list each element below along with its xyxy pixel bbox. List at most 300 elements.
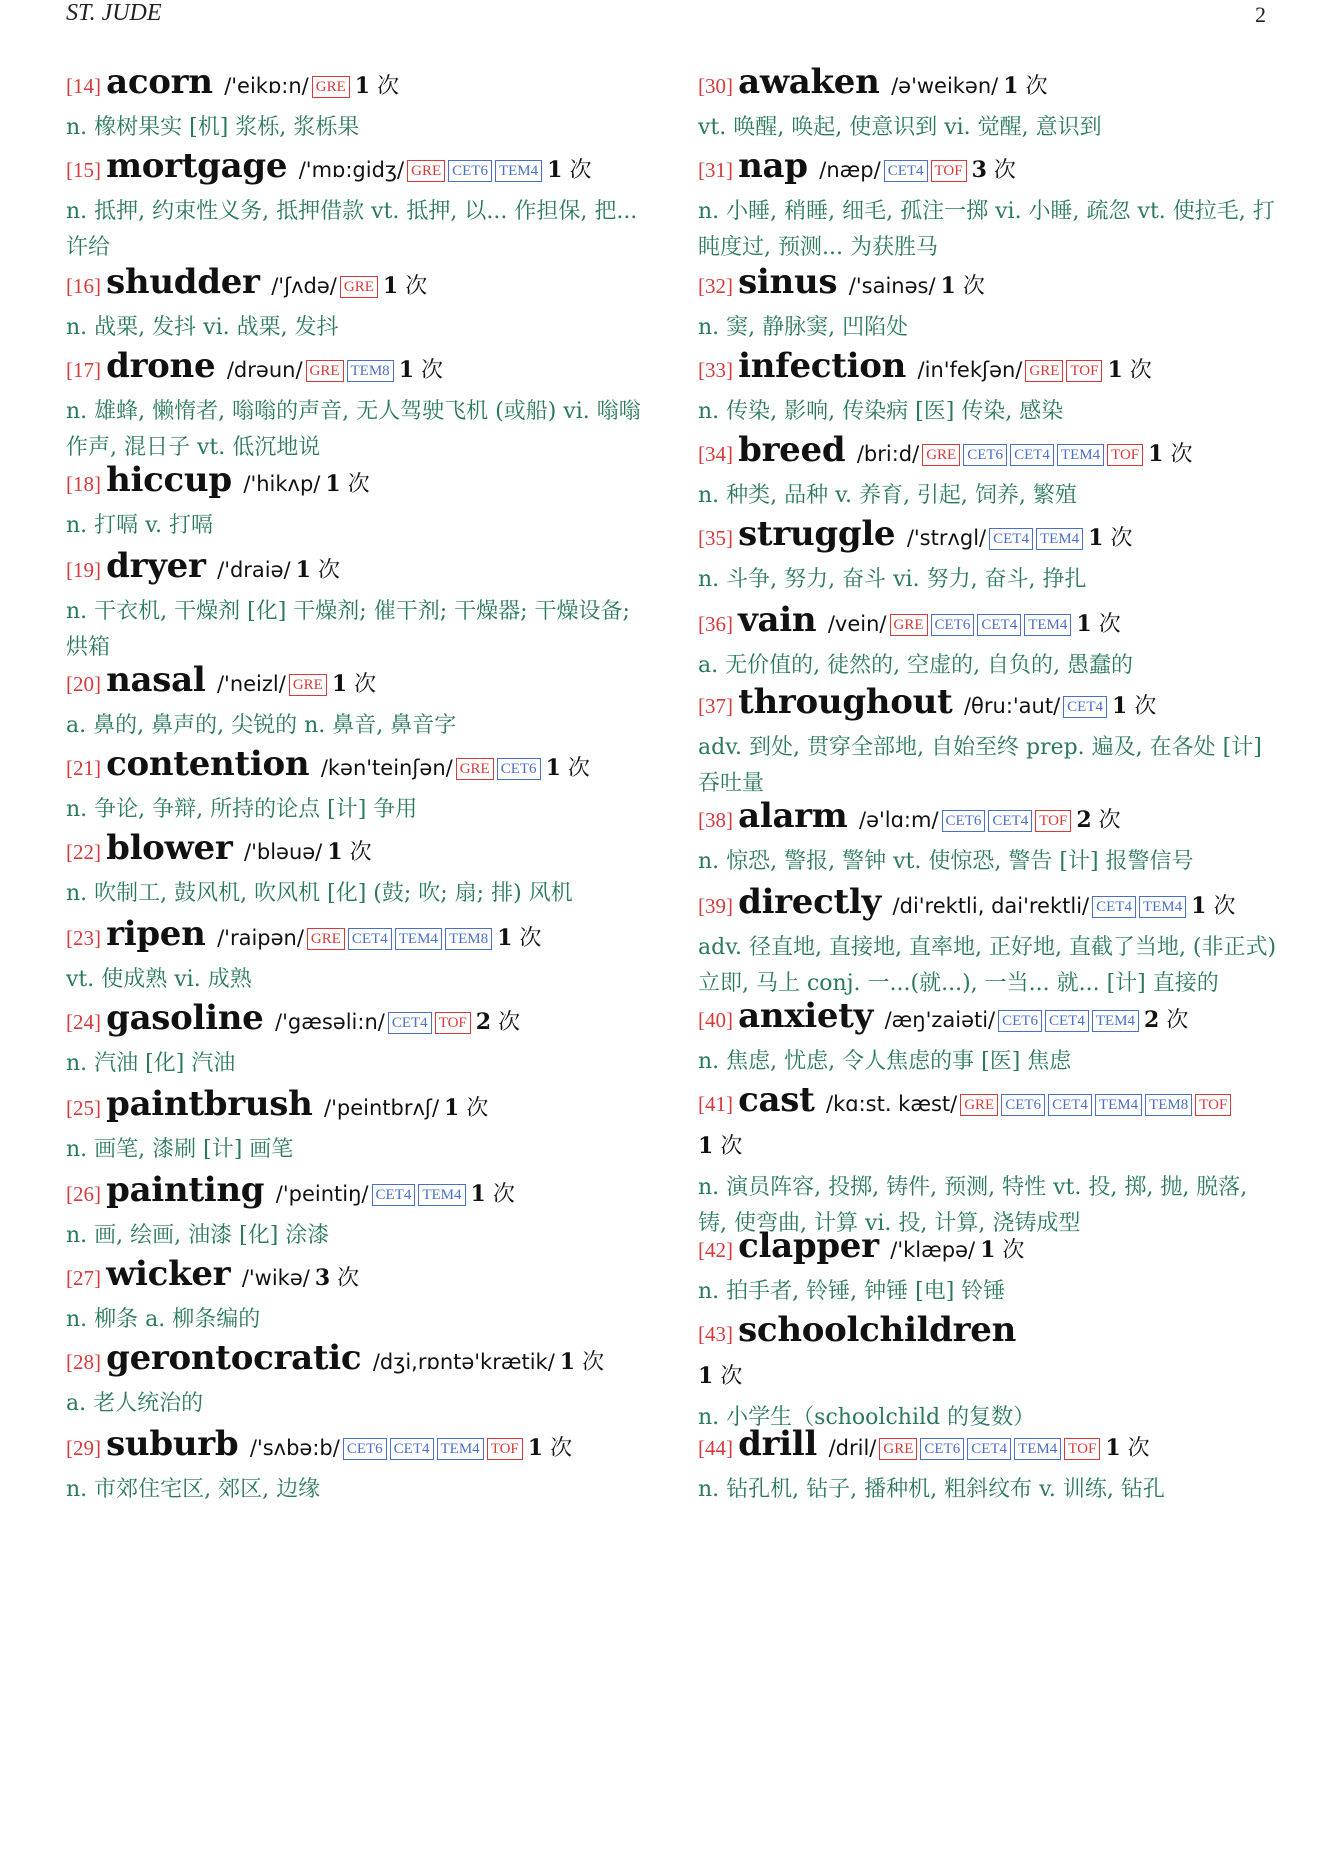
phonetic: /ə'lɑ:m/ [859, 808, 939, 832]
phonetic: /'raipən/ [217, 926, 304, 950]
definition: n. 窦, 静脉窦, 凹陷处 [698, 315, 909, 340]
phonetic: /vein/ [827, 612, 887, 636]
exam-tag-cet4: CET4 [372, 1184, 416, 1206]
entry-number: [20] [66, 672, 101, 696]
occurrence-count [528, 1436, 572, 1461]
entry-number: [17] [66, 358, 101, 382]
word-entry [66, 1338, 646, 1422]
occurrence-count [355, 74, 399, 99]
occurrence-count [325, 472, 369, 497]
occurrence-count [1144, 1008, 1188, 1033]
exam-tag-gre: GRE [1025, 360, 1063, 382]
count-value: 1 [698, 1133, 714, 1159]
word-entry [66, 1084, 646, 1168]
entry-headline [66, 460, 646, 506]
definition: n. 惊恐, 警报, 警钟 vt. 使惊恐, 警告 [计] 报警信号 [698, 849, 1194, 874]
word-entry [66, 744, 646, 828]
word-entry [66, 998, 646, 1082]
exam-tag-tem4: TEM4 [1036, 528, 1083, 550]
definition: n. 钻孔机, 钻子, 播种机, 粗斜纹布 v. 训练, 钻孔 [698, 1477, 1165, 1502]
definition: n. 小学生（schoolchild 的复数） [698, 1405, 1036, 1430]
entry-number: [40] [698, 1008, 733, 1032]
word-entry [66, 1424, 646, 1508]
exam-tag-tem4: TEM4 [1095, 1094, 1142, 1116]
headword: nasal [106, 660, 217, 700]
definition: n. 画笔, 漆刷 [计] 画笔 [66, 1137, 294, 1162]
phonetic: /'eikɒ:n/ [224, 74, 309, 98]
count-value: 3 [314, 1265, 331, 1291]
headword: vain [738, 600, 828, 640]
count-unit: 次 [347, 472, 370, 497]
count-value: 1 [295, 557, 311, 583]
headword: throughout [738, 682, 964, 722]
phonetic: /'peintiŋ/ [275, 1182, 369, 1206]
count-value: 1 [470, 1181, 486, 1207]
definition: n. 市郊住宅区, 郊区, 边缘 [66, 1477, 321, 1502]
occurrence-count [698, 1364, 742, 1389]
word-entry [698, 600, 1278, 684]
count-unit: 次 [582, 1350, 605, 1375]
headword: schoolchildren [738, 1310, 1017, 1350]
exam-tag-cet6: CET6 [343, 1438, 387, 1460]
count-unit: 次 [466, 1096, 489, 1121]
entry-number: [30] [698, 74, 733, 98]
entry-number: [16] [66, 274, 101, 298]
headword: drill [738, 1424, 829, 1464]
definition: adv. 到处, 贯穿全部地, 自始至终 prep. 遍及, 在各处 [计] 吞吐量 [698, 735, 1262, 796]
occurrence-count [327, 840, 371, 865]
headword: clapper [738, 1226, 891, 1266]
exam-tag-tem4: TEM4 [1024, 614, 1071, 636]
count-unit: 次 [1110, 526, 1133, 551]
occurrence-count [941, 274, 985, 299]
count-value: 2 [475, 1009, 492, 1035]
entry-number: [28] [66, 1350, 101, 1374]
exam-tag-tof: TOF [1107, 444, 1143, 466]
entry-headline [66, 262, 646, 308]
definition: n. 画, 绘画, 油漆 [化] 涂漆 [66, 1223, 330, 1248]
entry-headline [698, 62, 1278, 108]
word-entry [66, 346, 646, 466]
exam-tag-cet4: CET4 [1010, 444, 1054, 466]
count-value: 1 [698, 1363, 714, 1389]
word-entry [698, 1226, 1278, 1310]
word-entry [698, 1080, 1278, 1242]
entry-number: [44] [698, 1436, 733, 1460]
exam-tag-tem4: TEM4 [418, 1184, 465, 1206]
entry-headline [698, 1424, 1278, 1470]
word-entry [698, 682, 1278, 802]
word-entry [698, 62, 1278, 146]
count-value: 1 [331, 671, 348, 697]
exam-tag-tem4: TEM4 [437, 1438, 484, 1460]
entry-number: [43] [698, 1322, 733, 1346]
definition: adv. 径直地, 直接地, 直率地, 正好地, 直截了当地, (非正式) 立即, 马上 conj. 一...(就...), 一当... 就... [计] 直接的 [698, 935, 1277, 996]
exam-tag-gre: GRE [306, 360, 344, 382]
phonetic: /'draiə/ [217, 558, 291, 582]
headword: contention [106, 744, 321, 784]
word-entry [66, 914, 646, 998]
exam-tag-tof: TOF [1066, 360, 1102, 382]
count-value: 1 [980, 1237, 996, 1263]
count-value: 1 [354, 73, 371, 99]
page-number: 2 [1255, 2, 1266, 27]
word-entry [66, 660, 646, 744]
entry-headline [698, 1226, 1278, 1272]
count-unit: 次 [405, 274, 428, 299]
count-value: 1 [382, 273, 399, 299]
count-unit: 次 [354, 672, 377, 697]
count-unit: 次 [993, 158, 1016, 183]
word-entry [698, 430, 1278, 514]
headword: breed [738, 430, 857, 470]
entry-number: [39] [698, 894, 733, 918]
definition: n. 抵押, 约束性义务, 抵押借款 vt. 抵押, 以... 作担保, 把... 许给 [66, 199, 638, 260]
count-value: 1 [1191, 893, 1207, 919]
count-value: 1 [559, 1349, 576, 1375]
occurrence-count [1088, 526, 1132, 551]
phonetic: /'gæsəli:n/ [275, 1010, 385, 1034]
count-value: 1 [1148, 441, 1164, 467]
definition: n. 橡树果实 [机] 浆栎, 浆栎果 [66, 115, 360, 140]
phonetic: /'peintbrʌʃ/ [324, 1096, 440, 1120]
definition: n. 打嗝 v. 打嗝 [66, 513, 213, 538]
count-unit: 次 [962, 274, 985, 299]
occurrence-count [546, 756, 590, 781]
entry-headline [66, 1084, 646, 1130]
headword: dryer [106, 546, 218, 586]
phonetic: /bri:d/ [856, 442, 920, 466]
entry-headline [66, 744, 646, 790]
exam-tag-tof: TOF [931, 160, 967, 182]
word-entry [66, 828, 646, 912]
exam-tag-tem4: TEM4 [495, 160, 542, 182]
entry-number: [27] [66, 1266, 101, 1290]
entry-number: [14] [66, 74, 101, 98]
occurrence-count [471, 1182, 515, 1207]
headword: ripen [106, 914, 218, 954]
phonetic: /'neizl/ [216, 672, 286, 696]
exam-tag-cet6: CET6 [448, 160, 492, 182]
entry-number: [26] [66, 1182, 101, 1206]
exam-tag-cet4: CET4 [988, 810, 1032, 832]
headword: hiccup [106, 460, 244, 500]
count-value: 1 [527, 1435, 544, 1461]
word-entry [66, 546, 646, 666]
occurrence-count [547, 158, 591, 183]
exam-tag-tem4: TEM4 [1092, 1010, 1139, 1032]
count-unit: 次 [569, 158, 592, 183]
entry-number: [41] [698, 1092, 733, 1116]
count-value: 1 [1105, 1435, 1121, 1461]
entry-number: [33] [698, 358, 733, 382]
headword: anxiety [738, 996, 885, 1036]
count-unit: 次 [1098, 808, 1121, 833]
exam-tag-gre: GRE [890, 614, 928, 636]
occurrence-count [1112, 694, 1156, 719]
exam-tag-cet6: CET6 [963, 444, 1007, 466]
count-value: 1 [545, 755, 561, 781]
phonetic: /'sʌbə:b/ [249, 1436, 340, 1460]
entry-headline [698, 882, 1278, 928]
definition: n. 雄蜂, 懒惰者, 嗡嗡的声音, 无人驾驶飞机 (或船) vi. 嗡嗡作声, 混日子 vt. 低沉地说 [66, 399, 641, 460]
exam-tag-tem8: TEM8 [347, 360, 394, 382]
headword: blower [106, 828, 245, 868]
running-header-title: ST. JUDE [66, 0, 162, 26]
count-value: 1 [444, 1095, 460, 1121]
count-unit: 次 [1002, 1238, 1025, 1263]
entry-number: [32] [698, 274, 733, 298]
entry-headline [698, 346, 1278, 392]
count-unit: 次 [1166, 1008, 1189, 1033]
exam-tag-tem4: TEM4 [1057, 444, 1104, 466]
exam-tag-gre: GRE [340, 276, 378, 298]
phonetic: /in'fekʃən/ [917, 358, 1023, 382]
entry-headline [66, 1338, 646, 1384]
headword: cast [738, 1080, 827, 1120]
definition: vt. 使成熟 vi. 成熟 [66, 967, 252, 992]
headword: shudder [106, 262, 272, 302]
word-entry [698, 996, 1278, 1080]
definition: n. 斗争, 努力, 奋斗 vi. 努力, 奋斗, 挣扎 [698, 567, 1087, 592]
exam-tag-gre: GRE [922, 444, 960, 466]
entry-number: [25] [66, 1096, 101, 1120]
definition: a. 鼻的, 鼻声的, 尖锐的 n. 鼻音, 鼻音字 [66, 713, 457, 738]
phonetic: /dʒi,rɒntə'krætik/ [372, 1350, 555, 1374]
occurrence-count [1076, 612, 1120, 637]
occurrence-count [972, 158, 1016, 183]
entry-headline [698, 1310, 1278, 1398]
entry-number: [18] [66, 472, 101, 496]
entry-headline [698, 1080, 1278, 1168]
word-entry [66, 62, 646, 146]
occurrence-count [332, 672, 376, 697]
entry-headline [66, 546, 646, 592]
phonetic: /'strʌgl/ [906, 526, 987, 550]
definition: n. 战栗, 发抖 vi. 战栗, 发抖 [66, 315, 339, 340]
headword: directly [738, 882, 893, 922]
word-entry [66, 146, 646, 266]
exam-tag-cet4: CET4 [977, 614, 1021, 636]
count-unit: 次 [498, 1010, 521, 1035]
phonetic: /'ʃʌdə/ [271, 274, 337, 298]
occurrence-count [698, 1134, 742, 1159]
definition: n. 汽油 [化] 汽油 [66, 1051, 236, 1076]
definition: n. 柳条 a. 柳条编的 [66, 1307, 261, 1332]
exam-tag-cet6: CET6 [931, 614, 975, 636]
entry-number: [29] [66, 1436, 101, 1460]
entry-headline [66, 346, 646, 392]
headword: struggle [738, 514, 907, 554]
word-entry [66, 262, 646, 346]
entry-number: [34] [698, 442, 733, 466]
count-unit: 次 [720, 1364, 743, 1389]
headword: gasoline [106, 998, 276, 1038]
definition: n. 干衣机, 干燥剂 [化] 干燥剂; 催干剂; 干燥器; 干燥设备; 烘箱 [66, 599, 630, 660]
definition: n. 传染, 影响, 传染病 [医] 传染, 感染 [698, 399, 1064, 424]
occurrence-count [980, 1238, 1024, 1263]
count-unit: 次 [337, 1266, 360, 1291]
exam-tag-cet4: CET4 [348, 928, 392, 950]
exam-tag-gre: GRE [456, 758, 494, 780]
exam-tag-gre: GRE [879, 1438, 917, 1460]
occurrence-count [476, 1010, 520, 1035]
entry-headline [698, 996, 1278, 1042]
exam-tag-tof: TOF [487, 1438, 523, 1460]
count-unit: 次 [567, 756, 590, 781]
count-value: 2 [1144, 1007, 1160, 1033]
phonetic: /'wikə/ [241, 1266, 310, 1290]
exam-tag-cet6: CET6 [998, 1010, 1042, 1032]
exam-tag-tem8: TEM8 [445, 928, 492, 950]
occurrence-count [444, 1096, 488, 1121]
exam-tag-gre: GRE [289, 674, 327, 696]
count-value: 1 [325, 471, 341, 497]
exam-tag-cet4: CET4 [1063, 696, 1107, 718]
headword: alarm [738, 796, 859, 836]
count-unit: 次 [377, 74, 400, 99]
occurrence-count [1148, 442, 1192, 467]
count-unit: 次 [720, 1134, 743, 1159]
count-unit: 次 [317, 558, 340, 583]
phonetic: /'bləuə/ [244, 840, 323, 864]
phonetic: /kən'teinʃən/ [320, 756, 453, 780]
headword: acorn [106, 62, 225, 102]
exam-tag-gre: GRE [312, 76, 350, 98]
exam-tag-cet4: CET4 [1045, 1010, 1089, 1032]
exam-tag-gre: GRE [960, 1094, 998, 1116]
headword: painting [106, 1170, 276, 1210]
entry-headline [66, 660, 646, 706]
entry-headline [698, 430, 1278, 476]
occurrence-count [296, 558, 340, 583]
count-value: 1 [398, 357, 414, 383]
count-unit: 次 [421, 358, 444, 383]
phonetic: /θru:'aut/ [963, 694, 1061, 718]
exam-tag-tem8: TEM8 [1145, 1094, 1192, 1116]
exam-tag-tem4: TEM4 [395, 928, 442, 950]
entry-number: [21] [66, 756, 101, 780]
word-entry [698, 1424, 1278, 1508]
exam-tag-gre: GRE [307, 928, 345, 950]
definition: a. 老人统治的 [66, 1391, 204, 1416]
entry-headline [698, 682, 1278, 728]
entry-number: [35] [698, 526, 733, 550]
count-unit: 次 [1170, 442, 1193, 467]
count-value: 1 [1003, 73, 1019, 99]
phonetic: /'klæpə/ [890, 1238, 976, 1262]
count-value: 1 [497, 925, 513, 951]
entry-number: [42] [698, 1238, 733, 1262]
occurrence-count [1105, 1436, 1149, 1461]
exam-tag-tem4: TEM4 [1014, 1438, 1061, 1460]
count-value: 1 [940, 273, 956, 299]
definition: n. 拍手者, 铃锤, 钟锤 [电] 铃锤 [698, 1279, 1006, 1304]
entry-number: [15] [66, 158, 101, 182]
exam-tag-gre: GRE [407, 160, 445, 182]
exam-tag-tem4: TEM4 [1139, 896, 1186, 918]
count-unit: 次 [349, 840, 372, 865]
word-entry [698, 146, 1278, 266]
entry-number: [31] [698, 158, 733, 182]
count-unit: 次 [1025, 74, 1048, 99]
count-unit: 次 [1127, 1436, 1150, 1461]
entry-number: [37] [698, 694, 733, 718]
word-entry [66, 1170, 646, 1254]
entry-headline [698, 514, 1278, 560]
definition: a. 无价值的, 徒然的, 空虚的, 自负的, 愚蠢的 [698, 653, 1134, 678]
definition: n. 小睡, 稍睡, 细毛, 孤注一掷 vi. 小睡, 疏忽 vt. 使拉毛, 打盹度过, 预测... 为获胜马 [698, 199, 1275, 260]
headword: mortgage [106, 146, 299, 186]
entry-headline [698, 262, 1278, 308]
count-value: 1 [1112, 693, 1128, 719]
count-unit: 次 [492, 1182, 515, 1207]
entry-headline [66, 1254, 646, 1300]
count-value: 1 [547, 157, 563, 183]
entry-headline [66, 146, 646, 192]
word-entry [66, 460, 646, 544]
count-unit: 次 [1098, 612, 1121, 637]
phonetic: /'mɒ:gidʒ/ [298, 158, 405, 182]
count-value: 1 [1088, 525, 1104, 551]
definition: n. 争论, 争辩, 所持的论点 [计] 争用 [66, 797, 418, 822]
entry-headline [66, 62, 646, 108]
word-entry [66, 1254, 646, 1338]
entry-headline [698, 146, 1278, 192]
headword: suburb [106, 1424, 250, 1464]
definition: n. 演员阵容, 投掷, 铸件, 预测, 特性 vt. 投, 掷, 抛, 脱落, 铸, 使弯曲, 计算 vi. 投, 计算, 浇铸成型 [698, 1175, 1248, 1236]
count-value: 1 [1076, 611, 1092, 637]
definition: n. 种类, 品种 v. 养育, 引起, 饲养, 繁殖 [698, 483, 1077, 508]
word-entry [698, 796, 1278, 880]
exam-tag-cet4: CET4 [388, 1012, 432, 1034]
word-entry [698, 882, 1278, 1002]
count-value: 2 [1076, 807, 1092, 833]
exam-tag-cet6: CET6 [942, 810, 986, 832]
headword: awaken [738, 62, 892, 102]
occurrence-count [1191, 894, 1235, 919]
word-entry [698, 262, 1278, 346]
entry-headline [66, 828, 646, 874]
exam-tag-tof: TOF [1035, 810, 1071, 832]
exam-tag-cet4: CET4 [989, 528, 1033, 550]
exam-tag-cet6: CET6 [497, 758, 541, 780]
phonetic: /dril/ [828, 1436, 877, 1460]
count-unit: 次 [1129, 358, 1152, 383]
exam-tag-cet6: CET6 [920, 1438, 964, 1460]
phonetic: /ə'weikən/ [891, 74, 999, 98]
phonetic: /'hikʌp/ [243, 472, 321, 496]
headword: drone [106, 346, 227, 386]
headword: wicker [106, 1254, 242, 1294]
entry-number: [24] [66, 1010, 101, 1034]
count-unit: 次 [519, 926, 542, 951]
exam-tag-cet4: CET4 [390, 1438, 434, 1460]
exam-tag-tof: TOF [1064, 1438, 1100, 1460]
word-entry [698, 514, 1278, 598]
phonetic: /næp/ [819, 158, 881, 182]
count-value: 1 [1107, 357, 1123, 383]
exam-tag-cet4: CET4 [884, 160, 928, 182]
count-unit: 次 [1213, 894, 1236, 919]
entry-headline [66, 1424, 646, 1470]
headword: nap [738, 146, 820, 186]
phonetic: /kɑ:st. kæst/ [826, 1092, 958, 1116]
phonetic: /'sainəs/ [848, 274, 936, 298]
headword: sinus [738, 262, 849, 302]
exam-tag-cet6: CET6 [1001, 1094, 1045, 1116]
exam-tag-tof: TOF [435, 1012, 471, 1034]
